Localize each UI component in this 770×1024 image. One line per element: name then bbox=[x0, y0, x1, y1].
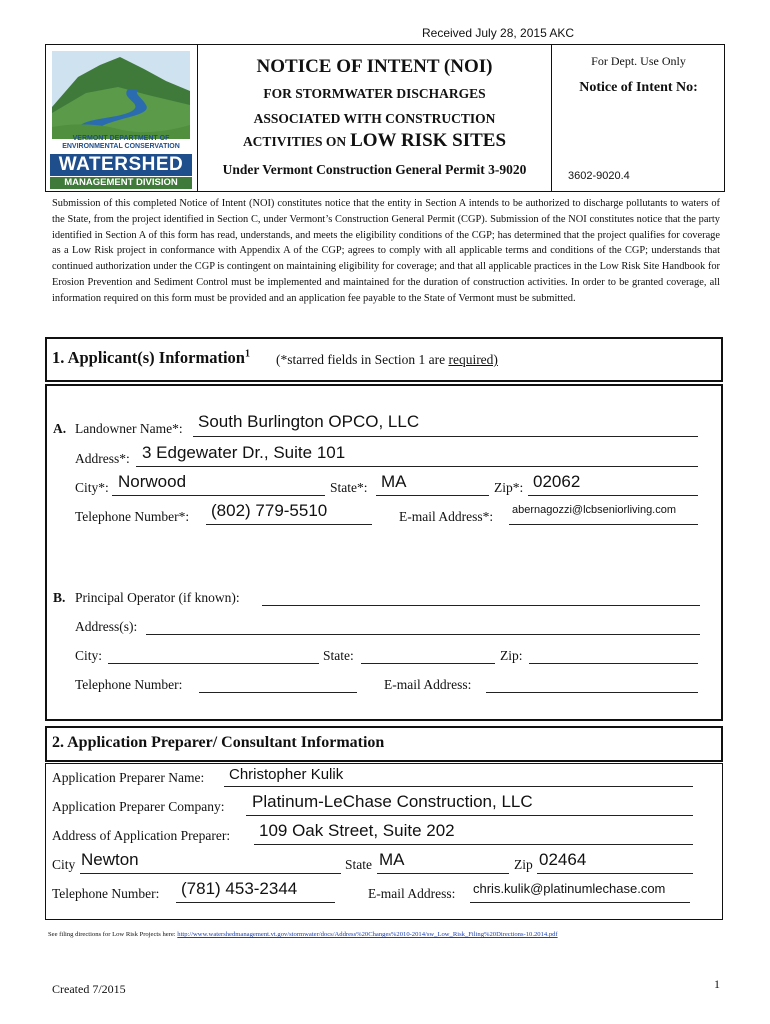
form-subtitle-1: FOR STORMWATER DISCHARGES bbox=[263, 86, 486, 101]
page-number: 1 bbox=[714, 977, 720, 991]
permit-line: Under Vermont Construction General Permit 3-9020 bbox=[222, 162, 527, 177]
city-label: City*: bbox=[75, 480, 109, 495]
preparer-email-label: E-mail Address: bbox=[368, 886, 456, 901]
address-label: Address*: bbox=[75, 451, 130, 466]
operator-state-field[interactable] bbox=[361, 663, 495, 664]
preparer-company-field[interactable]: Platinum-LeChase Construction, LLC bbox=[252, 792, 533, 811]
email-label: E-mail Address*: bbox=[399, 509, 494, 524]
section1-title-text: 1. Applicant(s) Information bbox=[52, 348, 245, 367]
noi-number-label: Notice of Intent No: bbox=[579, 80, 698, 95]
intro-paragraph: Submission of this completed Notice of Intent (NOI) constitutes notice that the entity in Section A intends to be authorized to discharge pollutants to waters of the State, from the project identified in Section C, under Vermont’s Construction General Permit (CGP). Submission of the NOI constitutes notice that the party identified in Section A of this form has read, understands, and meets the eligibility conditions of the CGP; has determined that the project qualifies for coverage as a Low Risk project in conformance with Appendix A of the CGP; agrees to comply with all applicable terms and conditions of the CGP; understands that continued authorization under the CGP is contingent on maintaining eligibility for coverage; and that all applicable practices in the Low Risk Site Handbook for Erosion Prevention and Sediment Control must be implemented and maintained for the duration of construction activities. In order to be granted coverage, all information required on this form must be provided and an application fee payable to the State of Vermont must be submitted. bbox=[52, 198, 720, 304]
zip-label: Zip*: bbox=[494, 480, 524, 495]
preparer-name-label: Application Preparer Name: bbox=[52, 770, 205, 785]
section1-note-text: (*starred fields in Section 1 are bbox=[276, 352, 449, 367]
form-subtitle-3 bbox=[198, 130, 551, 152]
operator-field[interactable] bbox=[262, 605, 700, 606]
preparer-name-field[interactable]: Christopher Kulik bbox=[229, 766, 344, 783]
preparer-state-label: State bbox=[345, 857, 372, 872]
state-field[interactable]: MA bbox=[381, 472, 407, 491]
landowner-field[interactable]: South Burlington OPCO, LLC bbox=[198, 412, 420, 431]
operator-email-label: E-mail Address: bbox=[384, 677, 472, 692]
filing-directions-link[interactable]: http://www.watershedmanagement.vt.gov/stormwater/docs/Address%20Changes%2010-2014/sw_Low_Risk_Filing%20Directions-10.2014.pdf bbox=[177, 931, 558, 938]
landowner-label: Landowner Name*: bbox=[75, 421, 183, 436]
preparer-city-label: City bbox=[52, 857, 76, 872]
noi-number-value: 3602-9020.4 bbox=[568, 170, 630, 182]
section1-title bbox=[52, 348, 250, 368]
logo-subtitle: MANAGEMENT DIVISION bbox=[50, 177, 192, 189]
operator-zip-label: Zip: bbox=[500, 648, 523, 663]
dept-use-label: For Dept. Use Only bbox=[591, 54, 686, 68]
required-text: required) bbox=[448, 352, 498, 367]
operator-address-label: Address(s): bbox=[75, 619, 138, 634]
operator-email-field[interactable] bbox=[486, 692, 698, 693]
zip-field[interactable]: 02062 bbox=[533, 472, 581, 491]
phone-label: Telephone Number*: bbox=[75, 509, 190, 524]
form-title: NOTICE OF INTENT (NOI) bbox=[256, 56, 493, 77]
section-a-letter: A. bbox=[53, 421, 67, 436]
logo-line1: VERMONT DEPARTMENT OF bbox=[72, 135, 170, 142]
section-b-letter: B. bbox=[53, 590, 66, 605]
operator-label: Principal Operator (if known): bbox=[75, 590, 240, 605]
section1-note bbox=[276, 352, 498, 368]
received-stamp: Received July 28, 2015 AKC bbox=[422, 26, 575, 40]
preparer-zip-label: Zip bbox=[514, 857, 533, 872]
operator-city-field[interactable] bbox=[108, 663, 319, 664]
preparer-email-field[interactable]: chris.kulik@platinumlechase.com bbox=[473, 881, 666, 896]
preparer-city-field[interactable]: Newton bbox=[81, 850, 139, 869]
preparer-zip-field[interactable]: 02464 bbox=[539, 850, 587, 869]
preparer-company-label: Application Preparer Company: bbox=[52, 799, 225, 814]
preparer-address-label: Address of Application Preparer: bbox=[52, 828, 231, 843]
mountain-river-logo-icon bbox=[48, 47, 194, 147]
footnote-text: See filing directions for Low Risk Projects here: bbox=[48, 931, 176, 938]
section2-title: 2. Application Preparer/ Consultant Information bbox=[52, 734, 385, 751]
footnote-marker: 1 bbox=[244, 348, 250, 360]
phone-field[interactable]: (802) 779-5510 bbox=[211, 501, 328, 520]
operator-address-field[interactable] bbox=[146, 634, 700, 635]
address-field[interactable]: 3 Edgewater Dr., Suite 101 bbox=[142, 443, 346, 462]
watershed-logo bbox=[48, 47, 194, 189]
preparer-address-field[interactable]: 109 Oak Street, Suite 202 bbox=[259, 821, 455, 840]
logo-watershed: WATERSHED bbox=[50, 154, 192, 176]
preparer-phone-label: Telephone Number: bbox=[52, 886, 160, 901]
created-date: Created 7/2015 bbox=[52, 982, 126, 996]
form-subtitle-2: ASSOCIATED WITH CONSTRUCTION bbox=[253, 111, 496, 126]
state-label: State*: bbox=[330, 480, 368, 495]
operator-phone-field[interactable] bbox=[199, 692, 357, 693]
logo-line2: ENVIRONMENTAL CONSERVATION bbox=[62, 143, 180, 150]
subtitle-big: LOW RISK SITES bbox=[350, 130, 507, 151]
preparer-phone-field[interactable]: (781) 453-2344 bbox=[181, 879, 298, 898]
subtitle-small: ACTIVITIES ON bbox=[242, 134, 347, 149]
footnote bbox=[48, 931, 728, 938]
operator-zip-field[interactable] bbox=[529, 663, 698, 664]
operator-city-label: City: bbox=[75, 648, 103, 663]
preparer-state-field[interactable]: MA bbox=[379, 850, 405, 869]
email-field[interactable]: abernagozzi@lcbseniorliving.com bbox=[512, 504, 677, 516]
city-field[interactable]: Norwood bbox=[118, 472, 187, 491]
operator-phone-label: Telephone Number: bbox=[75, 677, 183, 692]
operator-state-label: State: bbox=[323, 648, 354, 663]
